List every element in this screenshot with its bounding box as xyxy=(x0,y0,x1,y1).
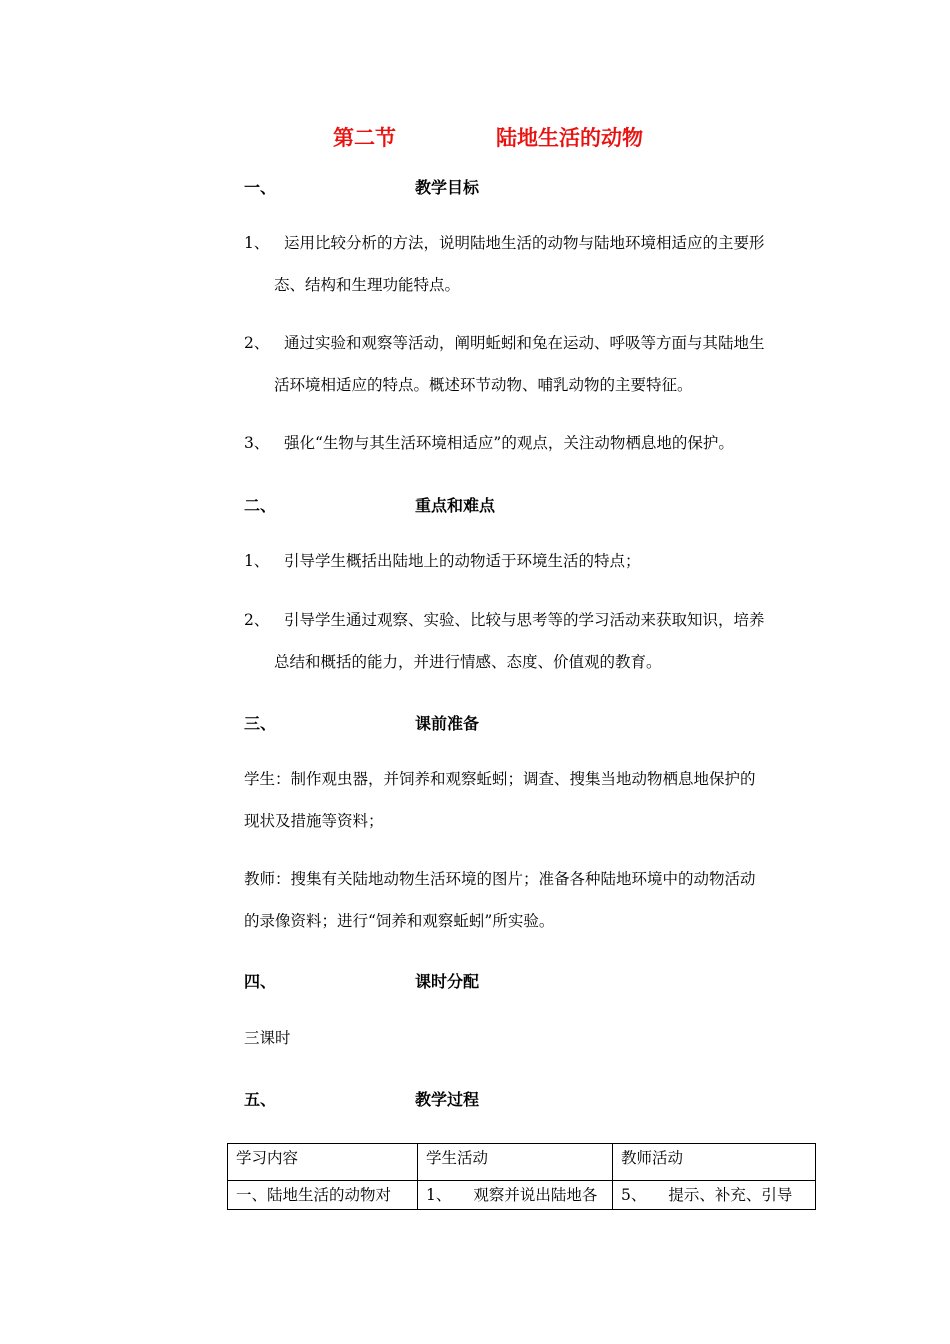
section-heading-1 xyxy=(244,175,644,197)
item-text-continued: 总结和概括的能力，并进行情感、态度、价值观的教育。 xyxy=(274,653,662,671)
item-text: 引导学生通过观察、实验、比较与思考等的学习活动来获取知识，培养 xyxy=(284,611,765,629)
section-title: 课时分配 xyxy=(415,972,480,991)
paragraph-students xyxy=(244,758,806,842)
teaching-process-table xyxy=(227,1143,816,1210)
table-header-cell: 学生活动 xyxy=(418,1144,613,1181)
section-title: 教学过程 xyxy=(415,1090,480,1109)
paragraph-teacher xyxy=(244,858,806,942)
table-cell xyxy=(418,1181,613,1210)
table-header-cell: 教师活动 xyxy=(613,1144,816,1181)
section-title: 教学目标 xyxy=(415,178,480,197)
item-text-continued: 态、结构和生理功能特点。 xyxy=(274,276,461,294)
cell-number: 1、 xyxy=(426,1186,452,1204)
item-number: 3、 xyxy=(244,434,270,452)
item-number: 1、 xyxy=(244,234,270,252)
table-cell: 一、陆地生活的动物对 xyxy=(228,1181,418,1210)
item-number: 2、 xyxy=(244,611,270,629)
paragraph-hours xyxy=(244,1017,806,1059)
section-heading-5 xyxy=(244,1087,644,1109)
item-text: 运用比较分析的方法，说明陆地生活的动物与陆地环境相适应的主要形 xyxy=(284,234,765,252)
item-text-continued: 活环境相适应的特点。概述环节动物、哺乳动物的主要特征。 xyxy=(274,376,693,394)
item-text: 强化“生物与其生活环境相适应”的观点，关注动物栖息地的保护。 xyxy=(284,434,734,452)
page-title xyxy=(0,122,950,152)
list-item xyxy=(244,222,806,306)
item-number: 2、 xyxy=(244,334,270,352)
item-text: 引导学生概括出陆地上的动物适于环境生活的特点； xyxy=(284,552,641,570)
paragraph-line: 教师：搜集有关陆地动物生活环境的图片；准备各种陆地环境中的动物活动 xyxy=(244,870,756,888)
paragraph-line: 现状及措施等资料； xyxy=(244,812,384,830)
section-heading-3 xyxy=(244,711,644,733)
cell-number: 5、 xyxy=(621,1186,647,1204)
title-name: 陆地生活的动物 xyxy=(496,125,643,150)
list-item xyxy=(244,322,806,406)
section-number: 二、 xyxy=(244,496,277,515)
title-section: 第二节 xyxy=(333,125,396,150)
list-item xyxy=(244,599,806,683)
item-number: 1、 xyxy=(244,552,270,570)
table-header-cell: 学习内容 xyxy=(228,1144,418,1181)
table-cell xyxy=(613,1181,816,1210)
section-number: 三、 xyxy=(244,714,277,733)
list-item xyxy=(244,540,806,582)
table-row xyxy=(228,1181,816,1210)
paragraph-line: 学生：制作观虫器，并饲养和观察蚯蚓；调查、搜集当地动物栖息地保护的 xyxy=(244,770,756,788)
list-item xyxy=(244,422,806,464)
section-heading-4 xyxy=(244,969,644,991)
section-title: 课前准备 xyxy=(415,714,480,733)
item-text: 通过实验和观察等活动，阐明蚯蚓和兔在运动、呼吸等方面与其陆地生 xyxy=(284,334,765,352)
cell-text: 提示、补充、引导 xyxy=(668,1186,793,1204)
section-title: 重点和难点 xyxy=(415,496,496,515)
paragraph-line: 三课时 xyxy=(244,1029,291,1047)
section-number: 五、 xyxy=(244,1090,277,1109)
section-number: 四、 xyxy=(244,972,277,991)
section-heading-2 xyxy=(244,493,644,515)
section-number: 一、 xyxy=(244,178,277,197)
paragraph-line: 的录像资料；进行“饲养和观察蚯蚓”所实验。 xyxy=(244,912,555,930)
table-header-row xyxy=(228,1144,816,1181)
cell-text: 观察并说出陆地各 xyxy=(473,1186,598,1204)
